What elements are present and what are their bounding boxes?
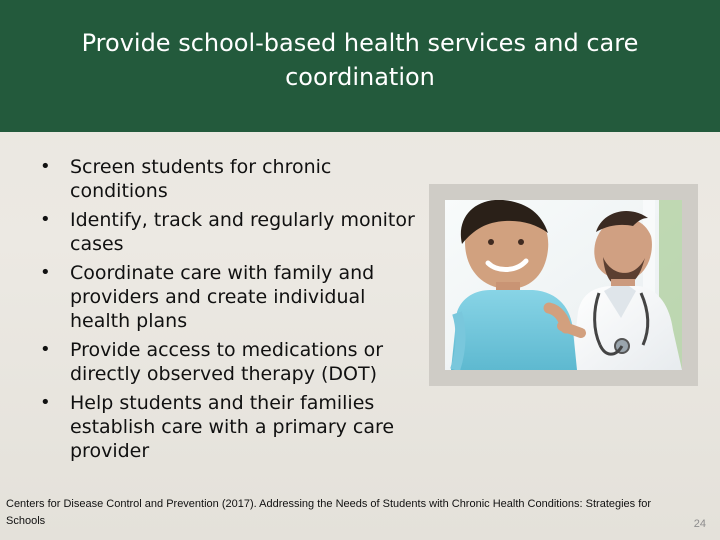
bullet-text: Coordinate care with family and providers and create individual health plans <box>70 262 375 332</box>
bullet-item <box>28 208 428 256</box>
citation-text: Centers for Disease Control and Prevention (2017). Addressing the Needs of Students with Chronic Health Conditions: Strategies for Schools <box>6 498 652 527</box>
bullet-icon: • <box>40 339 51 360</box>
bullet-text: Screen students for chronic conditions <box>70 156 332 202</box>
photo-frame <box>429 184 698 386</box>
slide-title: Provide school-based health services and care coordination <box>81 29 639 91</box>
doctor-student-illustration <box>445 200 682 370</box>
bullet-text: Provide access to medications or directly observed therapy (DOT) <box>70 339 384 385</box>
doctor-student-photo <box>445 200 682 370</box>
bullet-icon: • <box>40 262 51 283</box>
bullet-item <box>28 391 428 463</box>
bullet-text: Identify, track and regularly monitor cases <box>70 209 415 255</box>
bullet-list <box>28 155 428 468</box>
bullet-text: Help students and their families establish care with a primary care provider <box>70 392 395 462</box>
bullet-item <box>28 338 428 386</box>
slide-header <box>0 0 720 132</box>
bullet-item <box>28 155 428 203</box>
bullet-icon: • <box>40 156 51 177</box>
bullet-icon: • <box>40 392 51 413</box>
bullet-item <box>28 261 428 333</box>
bullet-icon: • <box>40 209 51 230</box>
page-number: 24 <box>693 518 706 530</box>
